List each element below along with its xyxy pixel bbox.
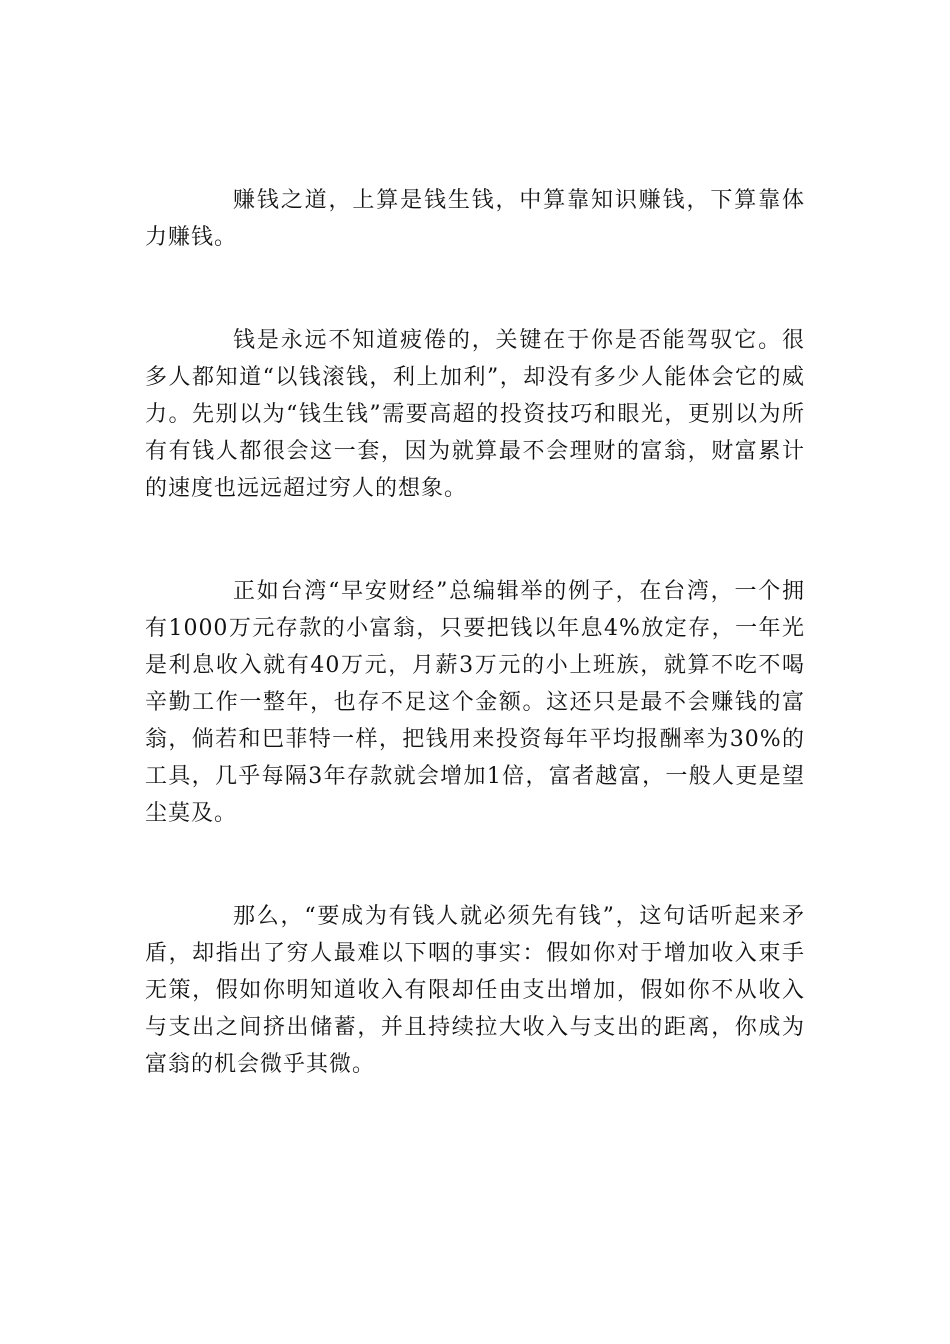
paragraph-3: 正如台湾“早安财经”总编辑举的例子，在台湾，一个拥有1000万元存款的小富翁，只要把钱以年息4%放定存，一年光是利息收入就有40万元，月薪3万元的小上班族，就算不吃不喝辛勤工作一整年，也存不足这个金额。这还只是最不会赚钱的富翁，倘若和巴菲特一样，把钱用来投资每年平均报酬率为30%的工具，几乎每隔3年存款就会增加1倍，富者越富，一般人更是望尘莫及。: [145, 579, 805, 826]
paragraph-4: 那么，“要成为有钱人就必须先有钱”，这句话听起来矛盾，却指出了穷人最难以下咽的事实：假如你对于增加收入束手无策，假如你明知道收入有限却任由支出增加，假如你不从收入与支出之间挤出储蓄，并且持续拉大收入与支出的距离，你成为富翁的机会微乎其微。: [145, 904, 805, 1077]
paragraph-1: 赚钱之道，上算是钱生钱，中算靠知识赚钱，下算靠体力赚钱。: [145, 188, 805, 250]
paragraph-2: 钱是永远不知道疲倦的，关键在于你是否能驾驭它。很多人都知道“以钱滚钱，利上加利”，却没有多少人能体会它的威力。先别以为“钱生钱”需要高超的投资技巧和眼光，更别以为所有有钱人都很会这一套，因为就算最不会理财的富翁，财富累计的速度也远远超过穷人的想象。: [145, 328, 805, 501]
document-body: [145, 182, 805, 1083]
